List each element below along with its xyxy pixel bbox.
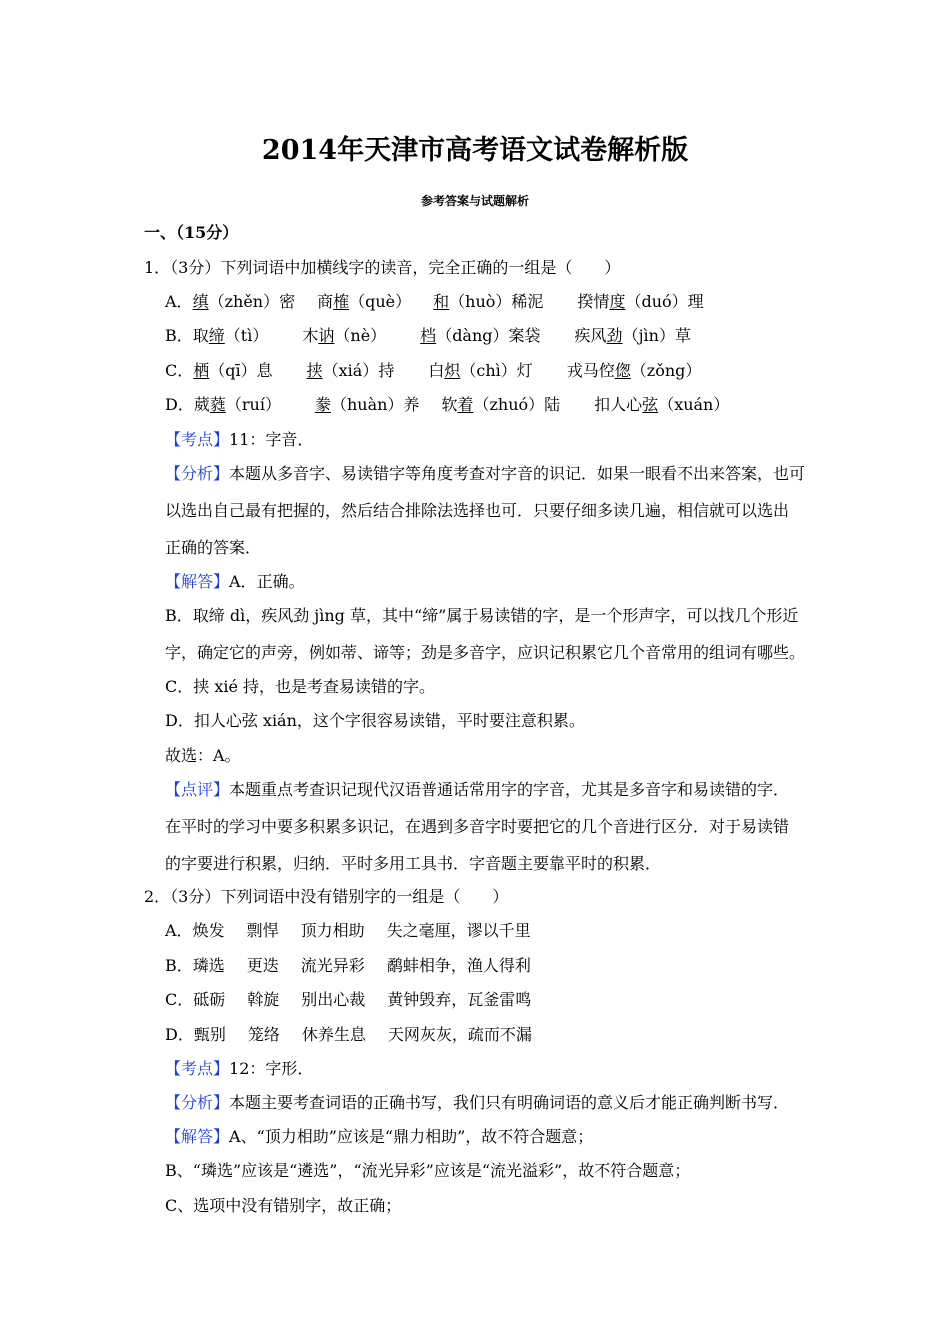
question-1-kaodian [165,429,313,451]
question-2-option-c: C．砥砺 斡旋 别出心裁 黄钟毁弃，瓦釜雷鸣 [165,990,532,1009]
fenxi-tag: 【分析】 [165,1093,230,1112]
question-1-option-d [165,394,729,416]
option-item: 斡旋 [247,990,280,1009]
option-item: 鹬蚌相争，渔人得利 [386,956,531,975]
option-item: 栖（qī）息 [193,361,273,380]
question-2-jieda-line: C、选项中没有错别字，故正确； [165,1196,402,1215]
question-1-dianping-line: 的字要进行积累，归纳．平时多用工具书．字音题主要靠平时的积累． [165,854,662,873]
option-item: 扣人心弦（xuán） [594,395,730,414]
question-1-jieda-line [165,571,305,593]
option-item: 豢（huàn）养 [314,395,420,414]
option-item: 砥砺 [193,990,226,1009]
option-item: 天网灰灰，疏而不漏 [387,1025,532,1044]
question-1-option-b [165,325,691,347]
option-item: 失之毫厘，谬以千里 [386,921,531,940]
option-item: 戎马倥偬（zǒng） [566,361,702,380]
option-item: 顶力相助 [300,921,365,940]
dianping-text: 本题重点考查识记现代汉语普通话常用字的字音，尤其是多音字和易读错的字． [229,780,790,799]
page-subtitle: 参考答案与试题解析 [420,194,529,208]
question-1-stem: 1．（3分）下列词语中加横线字的读音，完全正确的一组是（ ） [144,258,621,277]
option-item: 别出心裁 [301,990,366,1009]
kaodian-tag: 【考点】 [165,1059,230,1078]
option-item: 白炽（chì）灯 [428,361,533,380]
option-item: 疾风劲（jìn）草 [574,326,691,345]
option-item: 甄别 [193,1025,226,1044]
question-2-stem: 2．（3分）下列词语中没有错别字的一组是（ ） [144,887,509,906]
jieda-text: A、“顶力相助”应该是“鼎力相助”，故不符合题意； [229,1127,594,1146]
option-item: 软着（zhuó）陆 [441,395,561,414]
jieda-tag: 【解答】 [165,1127,230,1146]
question-1-dianping-line [165,779,789,801]
question-2-kaodian [165,1058,313,1080]
question-2-option-b: B．璘选 更迭 流光异彩 鹬蚌相争，渔人得利 [165,956,531,975]
option-item: 商榷（què） [317,292,412,311]
question-1-jieda-line: 字，确定它的声旁，例如蒂、谛等；劲是多音字，应识记积累它几个音常用的组词有哪些。 [165,643,806,662]
option-item: 木讷（nè） [302,326,387,345]
question-2-jieda-line [165,1126,593,1148]
question-1-option-a [165,291,704,313]
option-item: 更迭 [246,956,279,975]
option-item: 葳蕤（ruí） [193,395,281,414]
option-item: 璘选 [192,956,225,975]
page-title: 2014年天津市高考语文试卷解析版 [261,135,689,166]
question-1-fenxi-line: 正确的答案． [165,538,262,557]
question-1-jieda-line: B．取缔 dì，疾风劲 jìng 草，其中“缔”属于易读错的字，是一个形声字，可以找几个形近 [165,606,799,625]
option-label: D． [165,395,194,414]
question-1-option-c [165,360,701,382]
question-2-jieda-line: B、“璘选”应该是“遴选”，“流光异彩”应该是“流光溢彩”，故不符合题意； [165,1161,691,1180]
option-item: 黄钟毁弃，瓦釜雷鸣 [387,990,532,1009]
question-1-jieda-line: C．挟 xié 持，也是考查易读错的字。 [165,677,436,696]
question-1-fenxi-line [165,463,805,485]
fenxi-text: 本题从多音字、易读错字等角度考查对字音的识记．如果一眼看不出来答案，也可 [229,464,806,483]
option-item: 档（dàng）案袋 [420,326,541,345]
kaodian-text: 11：字音． [229,430,314,449]
option-item: 流光异彩 [300,956,365,975]
question-2-option-a: A．焕发 剽悍 顶力相助 失之毫厘，谬以千里 [165,921,531,940]
fenxi-tag: 【分析】 [165,464,230,483]
section-heading: 一、（15分） [144,223,239,242]
option-item: 缜（zhěn）密 [192,292,296,311]
option-item: 揆情度（duó）理 [577,292,704,311]
jieda-text: A．正确。 [229,572,305,591]
option-item: 休养生息 [301,1025,366,1044]
option-item: 剽悍 [246,921,279,940]
option-label: C． [165,361,194,380]
question-1-jieda-line: D．扣人心弦 xián，这个字很容易读错，平时要注意积累。 [165,711,585,730]
option-item: 笼络 [247,1025,280,1044]
kaodian-tag: 【考点】 [165,430,230,449]
question-1-jieda-line: 故选：A。 [165,746,241,765]
question-2-option-d: D．甄别 笼络 休养生息 天网灰灰，疏而不漏 [165,1025,532,1044]
fenxi-text: 本题主要考查词语的正确书写，我们只有明确词语的意义后才能正确判断书写． [229,1093,790,1112]
dianping-tag: 【点评】 [165,780,230,799]
question-1-dianping-line: 在平时的学习中要多积累多识记，在遇到多音字时要把它的几个音进行区分．对于易读错 [165,817,790,836]
option-item: 取缔（tì） [192,326,269,345]
kaodian-text: 12：字形． [229,1059,314,1078]
jieda-tag: 【解答】 [165,572,230,591]
option-item: 挟（xiá）持 [306,361,395,380]
option-item: 焕发 [192,921,225,940]
option-label: A． [165,292,193,311]
question-2-fenxi [165,1092,789,1114]
option-label: B． [165,326,193,345]
option-item: 和（huò）稀泥 [433,292,544,311]
question-1-fenxi-line: 以选出自己最有把握的，然后结合排除法选择也可．只要仔细多读几遍，相信就可以选出 [165,501,790,520]
